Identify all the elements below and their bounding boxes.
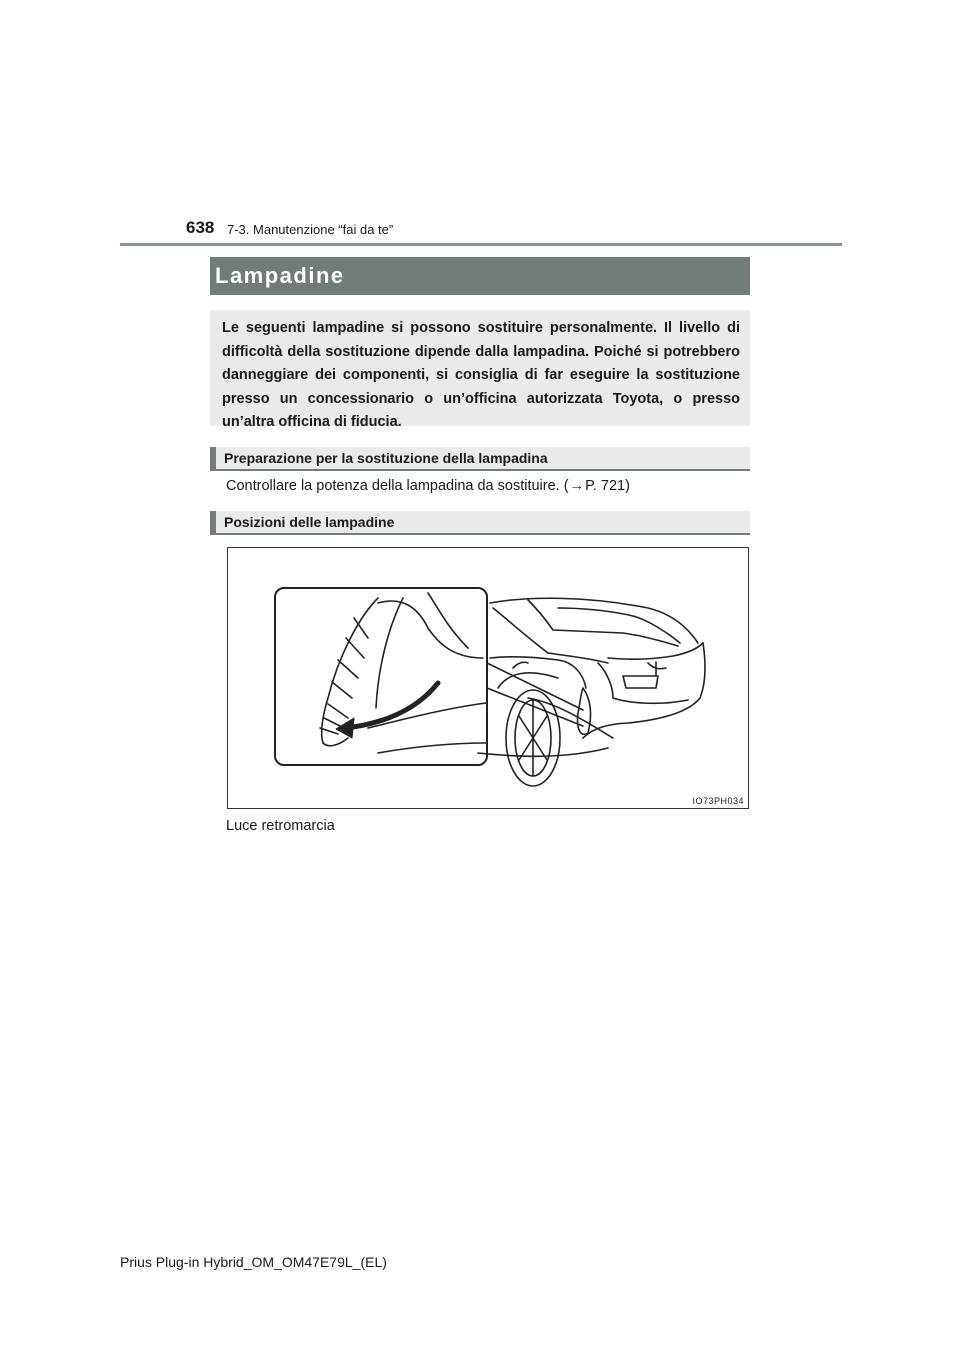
header-divider [120, 243, 842, 246]
page-title: Lampadine [210, 257, 750, 295]
preparation-text-start: Controllare la potenza della lampadina da sostituire. ( [226, 478, 569, 494]
positions-heading: Posizioni delle lampadine [210, 511, 750, 535]
page-reference-link[interactable]: P. 721) [585, 478, 630, 494]
section-breadcrumb: 7-3. Manutenzione “fai da te” [227, 222, 394, 237]
car-rear-light-illustration-icon [228, 548, 748, 808]
preparation-heading: Preparazione per la sostituzione della lampadina [210, 447, 750, 471]
intro-paragraph: Le seguenti lampadine si possono sostituire personalmente. Il livello di difficoltà della sostituzione dipende dalla lampadina. Poiché si potrebbero danneggiare dei componenti, si consiglia di far eseguire la sostituzione presso un concessionario o un’officina autorizzata Toyota, o presso un’altra officina di fiducia. [210, 310, 750, 426]
bulb-position-figure [227, 547, 749, 809]
page-number: 638 [186, 218, 215, 237]
arrow-icon: → [569, 478, 585, 494]
figure-code: IO73PH034 [692, 796, 744, 806]
preparation-text [226, 478, 630, 494]
figure-caption: Luce retromarcia [226, 818, 335, 834]
footer-doc-id: Prius Plug-in Hybrid_OM_OM47E79L_(EL) [120, 1254, 387, 1270]
